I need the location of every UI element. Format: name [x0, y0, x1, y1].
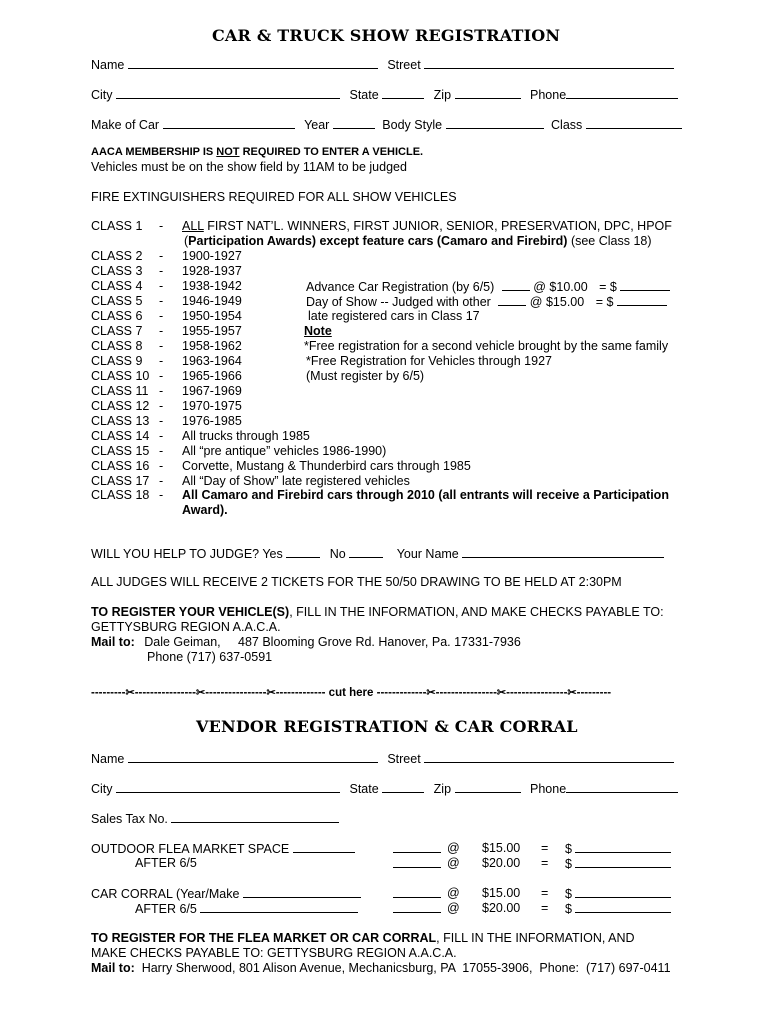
class-label: CLASS 14 — [91, 429, 150, 443]
day-of-show-label: Day of Show -- Judged with other — [306, 295, 491, 309]
judges-note: ALL JUDGES WILL RECEIVE 2 TICKETS FOR THE 50/50 DRAWING TO BE HELD AT 2:30PM — [91, 575, 622, 589]
vendor-zip-label: Zip — [433, 782, 452, 796]
note-line-3: (Must register by 6/5) — [306, 369, 425, 383]
corral-after-eq: = — [541, 901, 549, 915]
day-price: @ $15.00 — [529, 295, 585, 309]
make-label: Make of Car — [91, 118, 160, 132]
your-name-label: Your Name — [396, 547, 459, 561]
flea-total-field[interactable]: $ — [565, 841, 671, 856]
class1-all: ALL — [182, 219, 204, 233]
class-desc: 1965-1966 — [182, 369, 242, 383]
year-label: Year — [304, 118, 330, 132]
flea-eq: = — [541, 841, 549, 855]
class-label: CLASS 13 — [91, 414, 150, 428]
flea-market-label: OUTDOOR FLEA MARKET SPACE — [91, 842, 290, 856]
payable-to: GETTYSBURG REGION A.A.C.A. — [91, 620, 281, 634]
phone-label: Phone — [530, 88, 567, 102]
class-label: CLASS 10 — [91, 369, 150, 383]
corral-after-qty-field[interactable] — [393, 901, 441, 916]
class-dash: - — [159, 354, 164, 368]
corral-eq: = — [541, 886, 549, 900]
scissors-icon: ✂ — [125, 687, 135, 699]
class-label: CLASS 3 — [91, 264, 143, 278]
class-dash: - — [159, 459, 164, 473]
class-desc: Corvette, Mustang & Thunderbird cars through 1985 — [182, 459, 471, 473]
class-dash: - — [159, 369, 164, 383]
vendor-title: VENDOR REGISTRATION & CAR CORRAL — [196, 717, 578, 736]
class18-line2: Award). — [182, 503, 228, 517]
mail-phone: Phone (717) 637-0591 — [147, 650, 273, 664]
corral-after-price: $20.00 — [482, 901, 521, 915]
class-desc: 1976-1985 — [182, 414, 242, 428]
register-vehicle-rest: , FILL IN THE INFORMATION, AND MAKE CHECKS PAYABLE TO: — [289, 605, 664, 619]
class-label: CLASS 2 — [91, 249, 143, 263]
class-label: CLASS 18 — [91, 488, 150, 502]
sales-tax-label: Sales Tax No. — [91, 812, 168, 826]
vendor-mail-row — [91, 961, 671, 975]
class-dash: - — [159, 324, 164, 338]
vendor-register-rest: , FILL IN THE INFORMATION, AND — [436, 931, 635, 945]
class-label: Class — [551, 118, 583, 132]
class-dash: - — [159, 294, 164, 308]
note-line-2: *Free Registration for Vehicles through 1927 — [306, 354, 552, 368]
class-desc: 1970-1975 — [182, 399, 242, 413]
class-desc: All trucks through 1985 — [182, 429, 310, 443]
show-field-note: Vehicles must be on the show field by 11AM to be judged — [91, 160, 407, 174]
membership-text-b: REQUIRED TO ENTER A VEHICLE. — [239, 146, 424, 158]
class-dash: - — [159, 444, 164, 458]
vendor-phone-label: Phone — [530, 782, 567, 796]
class-desc: 1958-1962 — [182, 339, 242, 353]
scissors-icon: ✂ — [426, 687, 436, 699]
flea-after-total-field[interactable]: $ — [565, 856, 671, 871]
class-desc: 1938-1942 — [182, 279, 242, 293]
class-label: CLASS 15 — [91, 444, 150, 458]
class-label: CLASS 8 — [91, 339, 143, 353]
street-label: Street — [387, 58, 421, 72]
advance-price: @ $10.00 — [533, 280, 588, 294]
judge-question: WILL YOU HELP TO JUDGE? Yes — [91, 547, 283, 561]
class1-line1: FIRST NAT’L. WINNERS, FIRST JUNIOR, SENIOR, PRESERVATION, DPC, HPOF — [203, 219, 672, 233]
cut-here-line: ---------✂----------------✂----------------✂------------- cut here -------------✂----------------✂----------------✂--------- — [91, 687, 612, 699]
class-desc: 1928-1937 — [182, 264, 242, 278]
corral-after-label: AFTER 6/5 — [135, 902, 197, 916]
vendor-street-label: Street — [387, 752, 421, 766]
class-dash: - — [159, 399, 164, 413]
corral-price: $15.00 — [482, 886, 521, 900]
car-show-title: CAR & TRUCK SHOW REGISTRATION — [212, 26, 561, 45]
class-dash: - — [159, 264, 164, 278]
class-dash: - — [159, 384, 164, 398]
class-dash: - — [159, 429, 164, 443]
flea-after-eq: = — [541, 856, 549, 870]
vendor-name-label: Name — [91, 752, 125, 766]
class-dash: - — [159, 279, 164, 293]
judge-no-label: No — [329, 547, 346, 561]
vendor-register-line — [91, 931, 635, 945]
class-dash: - — [159, 339, 164, 353]
corral-at: @ — [447, 886, 460, 900]
class1-line2: (Participation Awards) except feature cars (Camaro and Firebird) (see Class 18) — [184, 234, 652, 248]
vendor-state-label: State — [349, 782, 379, 796]
body-style-label: Body Style — [382, 118, 443, 132]
note-line-1: *Free registration for a second vehicle brought by the same family — [304, 339, 669, 353]
class-desc: 1967-1969 — [182, 384, 242, 398]
membership-text-a: AACA MEMBERSHIP IS — [91, 146, 217, 158]
name-label: Name — [91, 58, 125, 72]
class-label: CLASS 11 — [91, 384, 149, 398]
flea-after-label: AFTER 6/5 — [135, 856, 197, 870]
class-desc: 1963-1964 — [182, 354, 242, 368]
class-desc: 1955-1957 — [182, 324, 242, 338]
class-desc: 1950-1954 — [182, 309, 242, 323]
class-label: CLASS 9 — [91, 354, 143, 368]
class-label: CLASS 16 — [91, 459, 150, 473]
class-dash: - — [159, 249, 164, 263]
vendor-register-bold: TO REGISTER FOR THE FLEA MARKET OR CAR CORRAL — [91, 931, 437, 945]
advance-eq: = $ — [599, 280, 617, 294]
mail-to-label: Mail to: — [91, 635, 135, 649]
class-label: CLASS 7 — [91, 324, 143, 338]
class-desc: 1946-1949 — [182, 294, 242, 308]
class-dash: - — [159, 309, 164, 323]
flea-qty-field[interactable] — [393, 841, 441, 856]
flea-after-at: @ — [447, 856, 460, 870]
register-vehicle-bold: TO REGISTER YOUR VEHICLE(S) — [91, 605, 290, 619]
day-eq: = $ — [595, 295, 614, 309]
fire-extinguisher-note: FIRE EXTINGUISHERS REQUIRED FOR ALL SHOW VEHICLES — [91, 190, 457, 204]
flea-after-qty-field[interactable] — [393, 856, 441, 871]
corral-qty-field[interactable] — [393, 886, 441, 901]
class-desc: All “pre antique” vehicles 1986-1990) — [182, 444, 387, 458]
class-label: CLASS 5 — [91, 294, 143, 308]
mail-to-address: Dale Geiman, 487 Blooming Grove Rd. Hanover, Pa. 17331-7936 — [144, 635, 521, 649]
corral-total-field[interactable]: $ — [565, 886, 671, 901]
class-dash: - — [159, 414, 164, 428]
corral-after-total-field[interactable]: $ — [565, 901, 671, 916]
state-label: State — [349, 88, 379, 102]
late-note: late registered cars in Class 17 — [308, 309, 480, 323]
advance-label: Advance Car Registration (by 6/5) — [306, 280, 495, 294]
class18-line1: All Camaro and Firebird cars through 2010 (all entrants will receive a Participation — [182, 488, 669, 502]
class-label: CLASS 12 — [91, 399, 150, 413]
scissors-icon: ✂ — [496, 687, 507, 699]
scissors-icon: ✂ — [195, 687, 206, 699]
class-label: CLASS 6 — [91, 309, 143, 323]
vendor-mail-address: Harry Sherwood, 801 Alison Avenue, Mechanicsburg, PA 17055-3906, Phone: (717) 697-0411 — [134, 961, 671, 975]
vendor-mail-label: Mail to: — [91, 961, 135, 975]
membership-not: NOT — [216, 146, 240, 158]
scissors-icon: ✂ — [567, 687, 577, 699]
scissors-icon: ✂ — [266, 687, 276, 699]
flea-after-price: $20.00 — [482, 856, 521, 870]
flea-price: $15.00 — [482, 841, 521, 855]
flea-at: @ — [447, 841, 460, 855]
city-label: City — [91, 88, 113, 102]
class-desc: 1900-1927 — [182, 249, 242, 263]
note-heading: Note — [304, 324, 332, 338]
class-dash: - — [159, 488, 164, 502]
class-dash: - — [159, 474, 164, 488]
vendor-city-label: City — [91, 782, 113, 796]
class-dash: - — [159, 219, 164, 233]
cut-here-text: cut here — [325, 687, 377, 699]
corral-after-at: @ — [447, 901, 460, 915]
class-desc: All “Day of Show” late registered vehicles — [182, 474, 410, 488]
class-label: CLASS 17 — [91, 474, 150, 488]
zip-label: Zip — [433, 88, 452, 102]
class-label: CLASS 1 — [91, 219, 143, 233]
class-label: CLASS 4 — [91, 279, 143, 293]
vendor-payable: MAKE CHECKS PAYABLE TO: GETTYSBURG REGION A.A.C.A. — [91, 946, 457, 960]
car-corral-label: CAR CORRAL (Year/Make — [91, 887, 240, 901]
